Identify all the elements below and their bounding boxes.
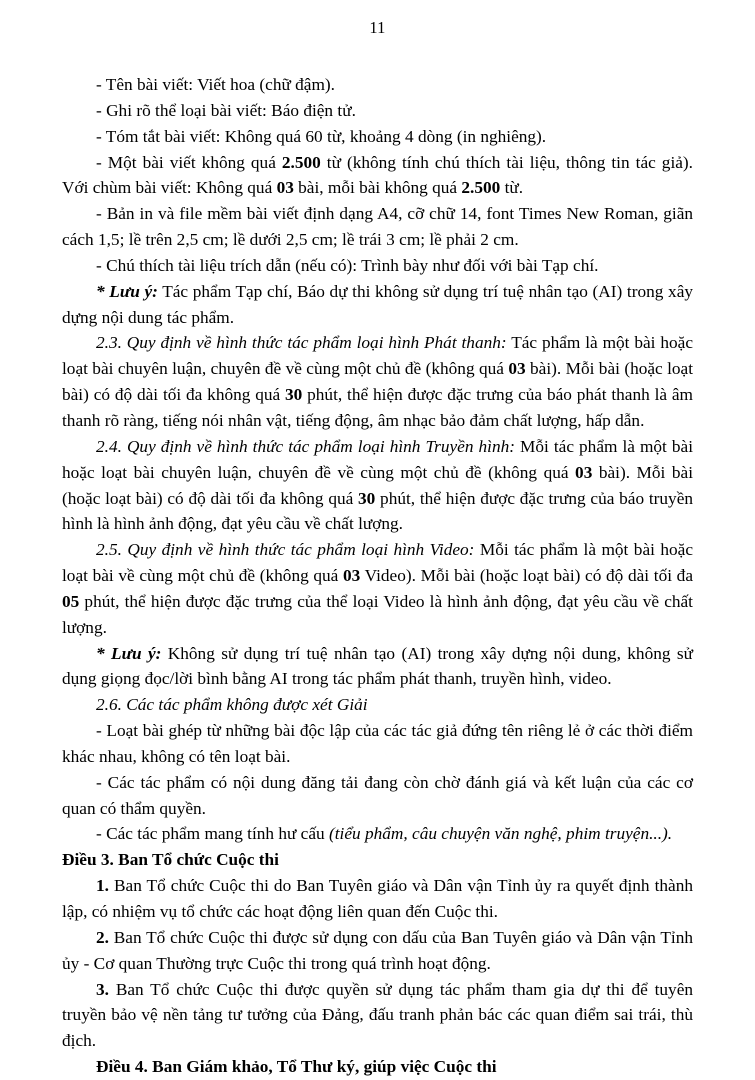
text-run: - Chú thích tài liệu trích dẫn (nếu có): Trình bày như đối với bài Tạp chí. — [96, 255, 599, 275]
text-run: 2. — [96, 927, 109, 947]
paragraph-section-2-5-video — [62, 537, 693, 640]
text-run: - Các tác phẩm mang tính hư cấu — [96, 824, 329, 844]
text-run: Video). Mỗi bài (hoặc loạt bài) có độ dài tối đa — [360, 566, 693, 586]
text-run: - Một bài viết không quá — [96, 152, 282, 172]
text-run: 03 — [508, 359, 526, 379]
text-run: 03 — [276, 178, 294, 198]
paragraph-section-2-4-television — [62, 434, 693, 537]
text-run: Ban Tổ chức Cuộc thi được quyền sử dụng tác phẩm tham gia dự thi để tuyên truyền bảo vệ nền tảng tư tưởng của Đảng, đấu tranh phản bác các quan điểm sai trái, thù địch. — [62, 979, 693, 1051]
text-run: - Ghi rõ thể loại bài viết: Báo điện tử. — [96, 100, 356, 120]
paragraph-section-2-6-heading — [62, 692, 693, 718]
text-run: - Tên bài viết: Viết hoa (chữ đậm). — [96, 75, 335, 94]
page-number: 11 — [369, 18, 386, 37]
heading-dieu-3 — [62, 847, 693, 873]
text-run: - Các tác phẩm có nội dung đăng tải đang còn chờ đánh giá và kết luận của các cơ quan có thẩm quyền. — [62, 772, 693, 818]
document-body — [62, 72, 693, 1080]
text-run: * Lưu ý: — [96, 281, 158, 301]
text-run: từ (không tính chú thích tài liệu, thông tin tác giả). Với chùm bài viết: Không quá — [62, 152, 693, 198]
text-run: phút, thể hiện được đặc trưng của báo phát thanh là âm thanh rõ ràng, tiếng nói nhân vật, tiếng động, âm nhạc bảo đảm chất lượng, hấp dẫn. — [62, 385, 693, 430]
text-run: 3. — [96, 979, 109, 999]
text-run: (tiểu phẩm, câu chuyện văn nghệ, phim truyện...). — [329, 824, 673, 844]
text-run: 03 — [343, 566, 361, 586]
text-run: - Bản in và file mềm bài viết định dạng A4, cỡ chữ 14, font Times New Roman, giãn cách 1,5; lề trên 2,5 cm; lề dưới 2,5 cm; lề trái 3 cm; lề phải 2 cm. — [62, 204, 693, 250]
paragraph-dieu3-item-2 — [62, 925, 693, 977]
text-run: * Lưu ý: — [96, 643, 162, 663]
text-run: 30 — [358, 488, 376, 508]
paragraph-note-ai-press — [62, 279, 693, 331]
paragraph-excluded-combined-series — [62, 718, 693, 770]
text-run: Mỗi tác phẩm là một bài hoặc loạt bài về cùng một chủ đề (không quá — [62, 540, 693, 586]
text-run: 2.3. Quy định về hình thức tác phẩm loại hình Phát thanh: — [96, 333, 507, 353]
text-run: 2.500 — [461, 178, 501, 198]
text-run: Điều 4. Ban Giám khảo, Tổ Thư ký, giúp việc Cuộc thi — [96, 1057, 497, 1077]
text-run: bài, mỗi bài không quá — [293, 178, 462, 198]
text-run: 2.500 — [281, 152, 321, 172]
paragraph-dieu3-item-3 — [62, 977, 693, 1055]
text-run: 05 — [62, 591, 80, 611]
text-run: Tác phẩm là một bài hoặc loạt bài chuyên luận, chuyên đề về cùng một chủ đề (không quá — [62, 333, 693, 379]
paragraph-excluded-fiction — [62, 821, 693, 847]
paragraph-genre-rule — [62, 98, 693, 124]
paragraph-dieu3-item-1 — [62, 873, 693, 925]
paragraph-excluded-pending-review — [62, 770, 693, 822]
paragraph-note-ai-broadcast — [62, 641, 693, 693]
paragraph-format-rule — [62, 201, 693, 253]
text-run: bài). Mỗi bài (hoặc loạt bài) có độ dài tối đa không quá — [62, 359, 694, 405]
text-run: Ban Tổ chức Cuộc thi do Ban Tuyên giáo và Dân vận Tỉnh ủy ra quyết định thành lập, có nhiệm vụ tổ chức các hoạt động liên quan đến Cuộc thi. — [62, 876, 693, 921]
text-run: Tác phẩm Tạp chí, Báo dự thi không sử dụng trí tuệ nhân tạo (AI) trong xây dựng nội dung tác phẩm. — [62, 281, 694, 327]
text-run: - Loạt bài ghép từ những bài độc lập của các tác giả đứng tên riêng lẻ ở các thời điểm khác nhau, không có tên loạt bài. — [62, 721, 693, 766]
text-run: Mỗi tác phẩm là một bài hoặc loạt bài chuyên luận, chuyên đề về cùng một chủ đề (không quá — [62, 436, 694, 482]
text-run: bài). Mỗi bài (hoặc loạt bài) có độ dài tối đa không quá — [62, 462, 693, 508]
text-run: 1. — [96, 876, 109, 896]
text-run: Ban Tổ chức Cuộc thi được sử dụng con dấu của Ban Tuyên giáo và Dân vận Tỉnh ủy - Cơ quan Thường trực Cuộc thi trong quá trình hoạt động. — [62, 927, 693, 973]
paragraph-summary-rule — [62, 124, 693, 150]
text-run: 2.4. Quy định về hình thức tác phẩm loại hình Truyền hình: — [96, 436, 515, 456]
heading-dieu-4 — [62, 1054, 693, 1080]
paragraph-article-title-rule — [62, 72, 693, 98]
text-run: phút, thể hiện được đặc trưng của báo truyền hình là hình ảnh động, đạt yêu cầu về chất lượng. — [62, 488, 694, 534]
paragraph-citation-rule — [62, 253, 693, 279]
text-run: 30 — [285, 385, 303, 405]
text-run: 2.6. Các tác phẩm không được xét Giải — [96, 695, 368, 715]
text-run: - Tóm tắt bài viết: Không quá 60 từ, khoảng 4 dòng (in nghiêng). — [96, 126, 547, 146]
paragraph-word-limit-rule — [62, 150, 693, 202]
text-run: 2.5. Quy định về hình thức tác phẩm loại hình Video: — [96, 540, 475, 560]
text-run: phút, thể hiện được đặc trưng của thể loại Video là hình ảnh động, đạt yêu cầu về chất lượng. — [62, 591, 693, 637]
text-run: Điều 3. Ban Tổ chức Cuộc thi — [62, 850, 279, 870]
text-run: 03 — [575, 462, 593, 482]
text-run: Không sử dụng trí tuệ nhân tạo (AI) trong xây dựng nội dung, không sử dụng giọng đọc/lời bình bằng AI trong tác phẩm phát thanh, truyền hình, video. — [62, 643, 693, 689]
paragraph-section-2-3-radio — [62, 330, 693, 433]
text-run: từ. — [500, 178, 524, 198]
